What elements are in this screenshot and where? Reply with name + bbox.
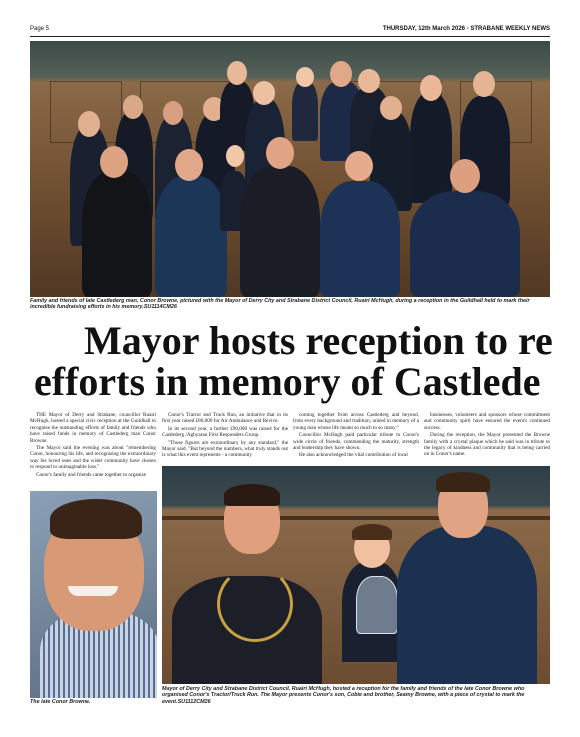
portrait-caption: The late Conor Browne. <box>30 699 91 705</box>
presentation-caption: Mayor of Derry City and Strabane District Council, Ruairí McHugh, hosted a reception for the family and friends of the late Conor Browne who organised Conor's Tractor/Truck Run. The Mayor presents Conor's son, Cobie and brother, Seamy Browne, with a piece of crystal to mark the event.SU1112CM26 <box>162 686 525 705</box>
paragraph: The Mayor said the evening was about "remembering Conor, honouring his life, and recognising the extraordinary way his loved ones and the wider community have chosen to respond to unimaginable loss." <box>30 445 156 471</box>
article-column-1 <box>30 412 156 479</box>
paragraph: "Those figures are extraordinary by any standard," the Mayor said. "But beyond the numbers, what truly stands out is what this event represents - a community <box>162 439 288 459</box>
header-rule <box>30 36 550 37</box>
presentation-photo <box>162 466 550 684</box>
portrait-photo <box>30 491 157 698</box>
paragraph: coming together from across Castlederg and beyond, from every background and tradition, united in memory of a young man whose life meant so much to so many." <box>293 412 419 431</box>
paragraph: He also acknowledged the vital contribution of local <box>299 452 408 459</box>
headline-line-1: Mayor hosts reception to re <box>84 318 553 363</box>
page-header <box>30 24 550 36</box>
group-photo-caption: Family and friends of late Castlederg man, Conor Browne, pictured with the Mayor of Derry City and Strabane District Council, Ruairi McHugh, during a reception in the Guildhall held to mark their incredible fundraising efforts in his memory.SU1114CM26 <box>30 298 530 311</box>
paragraph: During the reception, the Mayor presented the Browne family with a crystal plaque which he said was in tribute to the legacy of kindness and community that is being carried on in Conor's name. <box>424 432 550 458</box>
paragraph: Councillor McHugh paid particular tribute to Conor's wide circle of friends, commending the maturity, strength and leadership they have shown. <box>293 432 419 452</box>
paragraph: businesses, volunteers and sponsors whose commitment and community spirit have ensured the event's continued success. <box>424 412 550 431</box>
article-column-2 <box>162 412 288 462</box>
paragraph: In its second year, a further £90,000 was raised for the Castlederg /Aghyaran First Responders Group. <box>162 425 288 439</box>
group-photo <box>30 41 550 297</box>
paragraph: Conor's Tractor and Truck Run, an initiative that in its first year raised £80,000 for Air Ambulance and Revive. <box>162 412 288 425</box>
headline-line-2: efforts in memory of Castlede <box>34 359 541 404</box>
dateline: THURSDAY, 12th March 2026 - STRABANE WEEKLY NEWS <box>382 26 550 32</box>
paragraph: THE Mayor of Derry and Strabane, councillor Ruairí McHugh, hosted a special civic reception at the Guildhall to recognise the outstanding efforts of family and friends who have raised funds in memory of Castlederg man Conor Browne. <box>30 412 156 444</box>
article-column-3 <box>293 412 419 460</box>
article-column-4 <box>424 412 550 459</box>
paragraph: Conor's family and friends came together to organise <box>36 471 146 478</box>
page-number: Page 5 <box>30 26 50 32</box>
